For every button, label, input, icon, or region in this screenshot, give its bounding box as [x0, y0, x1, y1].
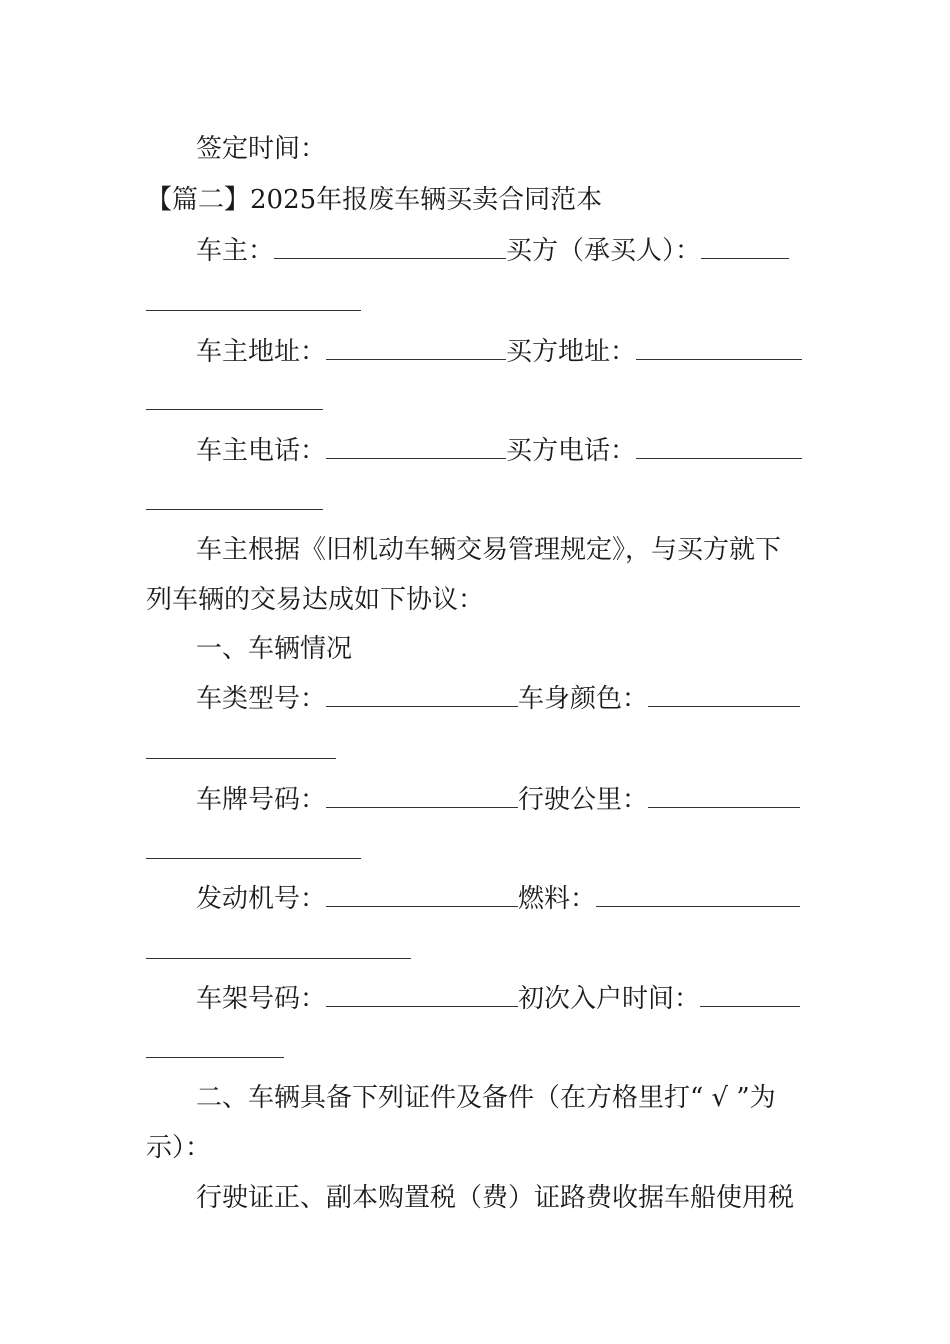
buyer-phone-blank-continued[interactable]	[146, 508, 323, 510]
color-blank-continued[interactable]	[146, 757, 336, 759]
owner-address-label: 车主地址：	[196, 337, 327, 367]
plate-label: 车牌号码：	[196, 785, 327, 815]
mileage-blank[interactable]	[648, 785, 800, 808]
frame-row	[196, 982, 800, 1016]
sign-time-label: 签定时间：	[196, 134, 327, 164]
first-registration-blank-continued[interactable]	[146, 1056, 284, 1058]
section-2-line-1: 二、车辆具备下列证件及备件（在方格里打“ √ ”为	[196, 1083, 776, 1113]
owner-blank[interactable]	[274, 236, 506, 259]
engine-label: 发动机号：	[196, 884, 327, 914]
mileage-label: 行驶公里：	[518, 785, 649, 815]
owner-phone-blank[interactable]	[326, 436, 506, 459]
buyer-address-blank-continued[interactable]	[146, 408, 323, 410]
fuel-blank[interactable]	[596, 884, 800, 907]
first-registration-blank[interactable]	[700, 984, 800, 1007]
plate-blank[interactable]	[326, 785, 518, 808]
model-blank[interactable]	[326, 684, 518, 707]
intro-line-2: 列车辆的交易达成如下协议：	[146, 585, 485, 615]
plate-row	[196, 783, 800, 817]
engine-blank[interactable]	[326, 884, 518, 907]
frame-blank[interactable]	[326, 984, 518, 1007]
buyer-blank[interactable]	[701, 236, 789, 259]
section-2-line-2: 示）：	[146, 1133, 212, 1163]
documents-line: 行驶证正、副本购置税（费）证路费收据车船使用税	[196, 1183, 795, 1213]
buyer-label: 买方（承买人）：	[506, 236, 702, 266]
buyer-phone-label: 买方电话：	[506, 436, 637, 466]
buyer-phone-blank[interactable]	[636, 436, 802, 459]
color-label: 车身颜色：	[518, 684, 649, 714]
engine-row	[196, 882, 800, 916]
mileage-blank-continued[interactable]	[146, 857, 361, 859]
fuel-label: 燃料：	[518, 884, 597, 914]
owner-phone-label: 车主电话：	[196, 436, 327, 466]
buyer-address-blank[interactable]	[636, 337, 802, 360]
address-row	[196, 335, 802, 369]
buyer-blank-continued[interactable]	[146, 309, 361, 311]
owner-row	[196, 234, 789, 268]
buyer-address-label: 买方地址：	[506, 337, 637, 367]
model-label: 车类型号：	[196, 684, 327, 714]
phone-row	[196, 434, 802, 468]
color-blank[interactable]	[648, 684, 800, 707]
frame-label: 车架号码：	[196, 984, 327, 1014]
model-row	[196, 682, 800, 716]
fuel-blank-continued[interactable]	[146, 957, 411, 959]
section-1-heading: 一、车辆情况	[196, 634, 353, 664]
intro-line-1: 车主根据《旧机动车辆交易管理规定》，与买方就下	[196, 535, 782, 565]
owner-address-blank[interactable]	[326, 337, 506, 360]
first-registration-label: 初次入户时间：	[518, 984, 701, 1014]
owner-label: 车主：	[196, 236, 275, 266]
section-heading: 【篇二】2025年报废车辆买卖合同范本	[146, 185, 603, 215]
